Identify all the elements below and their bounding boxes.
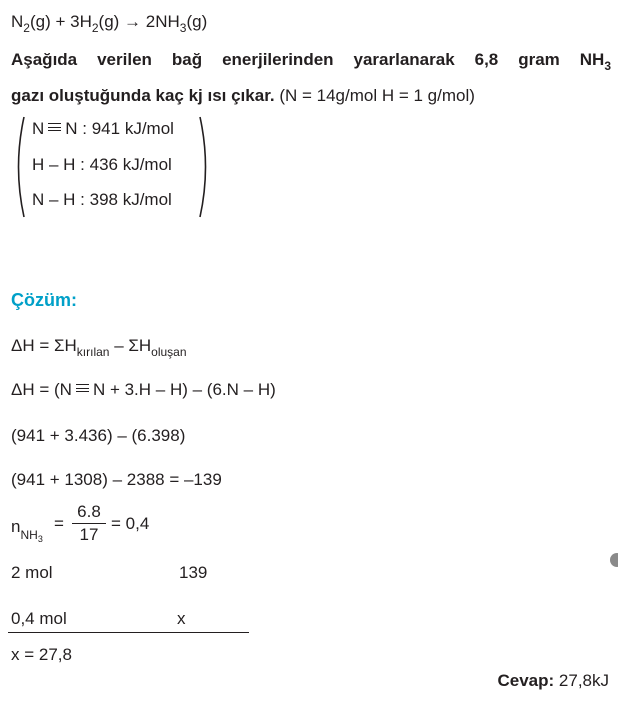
mole-calculation [11,517,43,544]
bond-n-left: N [32,119,45,138]
question-line-1 [11,42,611,78]
nh3-state: (g) [186,12,208,31]
enthalpy-substitution: (941 + 3.436) – (6.398) [11,426,186,445]
mole-fraction [72,502,106,545]
triple-bond-icon [76,383,89,393]
proportion-left-2: 0,4 mol [11,609,67,628]
mole-equals: = [54,514,64,533]
nh3-symbol: 2NH [141,12,180,31]
answer-label: Cevap: [497,671,555,690]
proportion-left-1: 2 mol [11,563,53,582]
enthalpy-formula-part-a: ΔH = ΣH [11,336,77,355]
question-nh3-subscript: 3 [604,59,611,73]
edge-marker-icon [610,553,618,567]
proportion-divider [8,632,249,633]
triple-bond-icon [48,122,61,132]
solution-heading: Çözüm: [11,290,77,310]
answer-value: 27,8kJ [554,671,609,690]
bond-n-h: N – H : 398 kJ/mol [32,190,172,209]
fraction-bar [72,523,106,524]
mole-subscript [20,528,42,542]
question-line-2 [11,78,611,114]
reaction-equation [11,12,208,35]
right-parenthesis [198,115,212,219]
proportion-right-2: x [177,609,186,628]
n2-state: (g) + 3H [29,12,92,31]
h2-subscript: 2 [91,21,99,35]
answer [498,671,610,691]
h2-state: (g) [98,12,125,31]
enthalpy-bonds-part-b: N + 3.H – H) – (6.N – H) [92,380,276,399]
question-line-2-bold: gazı oluştuğunda kaç kj ısı çıkar. [11,86,275,105]
n2-symbol: N [11,12,24,31]
bond-h-h: H – H : 436 kJ/mol [32,155,172,174]
mole-symbol: n [11,517,21,536]
subscript-olusan: oluşan [151,345,187,359]
bond-n-triple-n-energy: N : 941 kJ/mol [65,119,174,138]
question-molar-masses: (N = 14g/mol H = 1 g/mol) [274,86,475,105]
question-line-1-text: Aşağıda verilen bağ enerjilerinden yararlanarak 6,8 gram NH [11,50,605,69]
enthalpy-formula-part-b: – ΣH [109,336,152,355]
proportion-right-1: 139 [179,563,208,582]
reaction-arrow: → [124,12,142,31]
fraction-numerator: 6.8 [77,502,101,521]
bond-energy-table [12,115,210,219]
enthalpy-bonds-equation [11,380,276,400]
mole-subscript-nh: NH [20,528,38,542]
nh3-subscript: 3 [179,21,187,35]
bond-n-triple-n [32,119,174,139]
left-parenthesis [12,115,26,219]
mole-subscript-3: 3 [37,534,43,544]
enthalpy-result: (941 + 1308) – 2388 = –139 [11,470,222,489]
subscript-kirilan: kırılan [76,345,110,359]
final-result: x = 27,8 [11,645,72,664]
question-text [11,42,611,114]
n2-subscript: 2 [23,21,30,35]
fraction-denominator: 17 [79,525,99,545]
enthalpy-formula [11,336,187,359]
enthalpy-bonds-part-a: ΔH = (N [11,380,72,399]
mole-result: = 0,4 [111,514,150,533]
